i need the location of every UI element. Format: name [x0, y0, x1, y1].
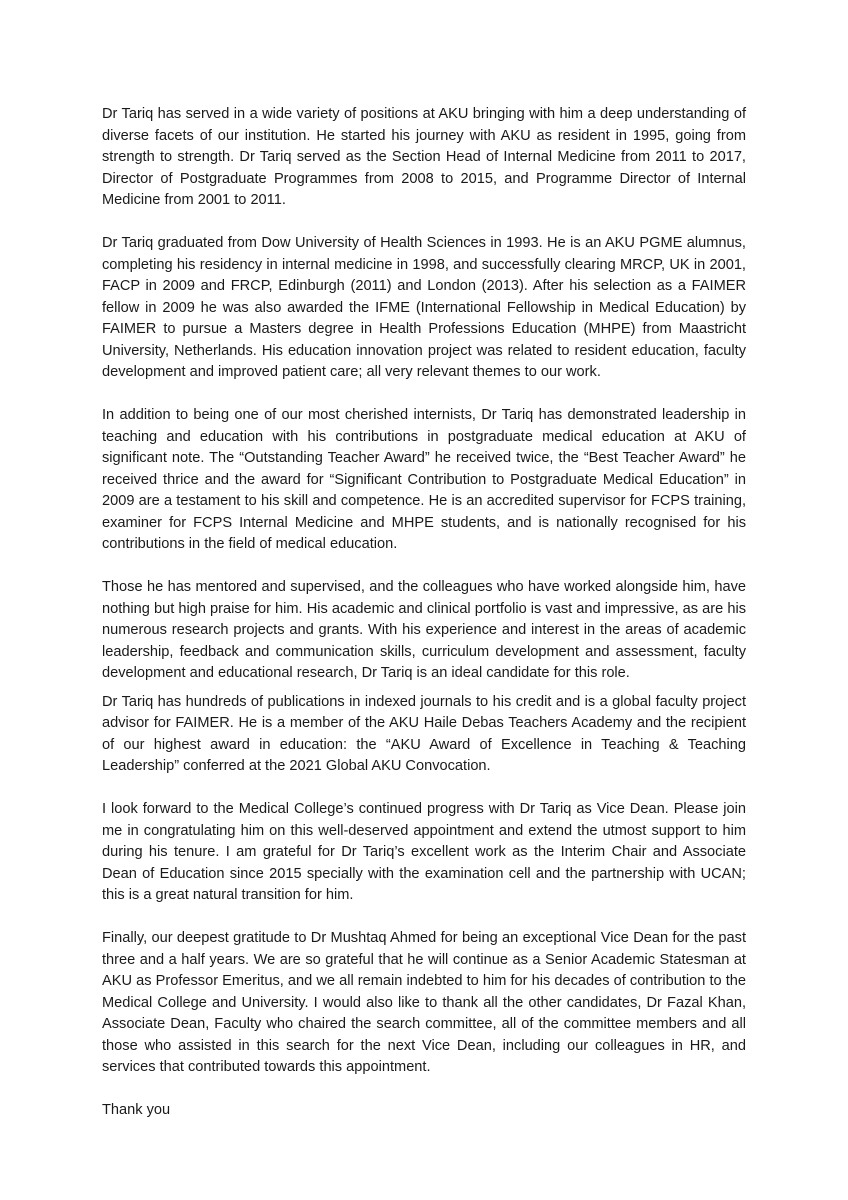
paragraph-appointment: I look forward to the Medical College’s continued progress with Dr Tariq as Vice Dean. Please join me in congratulating him on this well-deserved appointment and extend the utmost support to him during his tenure. I am grateful for Dr Tariq’s excellent work as the Interim Chair and Associate Dean of Education since 2015 specially with the examination cell and the partnership with UCAN; this is a great natural transition for him. — [102, 801, 746, 903]
paragraph-mentorship: Those he has mentored and supervised, and the colleagues who have worked alongside him, have nothing but high praise for him. His academic and clinical portfolio is vast and impressive, as are his numerous research projects and grants. With his experience and interest in the areas of academic leadership, feedback and communication skills, curriculum development and assessment, faculty development and educational research, Dr Tariq is an ideal candidate for this role. — [102, 579, 746, 681]
closing-line: Thank you — [102, 1102, 171, 1118]
paragraph-gratitude: Finally, our deepest gratitude to Dr Mushtaq Ahmed for being an exceptional Vice Dean for the past three and a half years. We are so grateful that he will continue as a Senior Academic Statesman at AKU as Professor Emeritus, and we all remain indebted to him for his decades of contribution to the Medical College and University. I would also like to thank all the other candidates, Dr Fazal Khan, Associate Dean, Faculty who chaired the search committee, all of the committee members and all those who assisted in this search for the next Vice Dean, including our colleagues in HR, and services that contributed towards this appointment. — [102, 930, 746, 1075]
document-page — [102, 104, 746, 1122]
paragraph-teaching-leadership: In addition to being one of our most cherished internists, Dr Tariq has demonstrated leadership in teaching and education with his contributions in postgraduate medical education at AKU of significant note. The “Outstanding Teacher Award” he received twice, the “Best Teacher Award” he received thrice and the award for “Significant Contribution to Postgraduate Medical Education” in 2009 are a testament to his skill and competence. He is an accredited supervisor for FCPS training, examiner for FCPS Internal Medicine and MHPE students, and is nationally recognised for his contributions in the field of medical education. — [102, 407, 746, 552]
paragraph-publications: Dr Tariq has hundreds of publications in indexed journals to his credit and is a global faculty project advisor for FAIMER. He is a member of the AKU Haile Debas Teachers Academy and the recipient of our highest award in education: the “AKU Award of Excellence in Teaching & Teaching Leadership” conferred at the 2021 Global AKU Convocation. — [102, 693, 746, 774]
paragraph-education: Dr Tariq graduated from Dow University of Health Sciences in 1993. He is an AKU PGME alumnus, completing his residency in internal medicine in 1998, and successfully clearing MRCP, UK in 2001, FACP in 2009 and FRCP, Edinburgh (2011) and London (2013). After his selection as a FAIMER fellow in 2009 he was also awarded the IFME (International Fellowship in Medical Education) by FAIMER to pursue a Masters degree in Health Professions Education (MHPE) from Maastricht University, Netherlands. His education innovation project was related to resident education, faculty development and improved patient care; all very relevant themes to our work. — [102, 235, 746, 380]
paragraph-career-history: Dr Tariq has served in a wide variety of positions at AKU bringing with him a deep understanding of diverse facets of our institution. He started his journey with AKU as resident in 1995, going from strength to strength. Dr Tariq served as the Section Head of Internal Medicine from 2011 to 2017, Director of Postgraduate Programmes from 2008 to 2015, and Programme Director of Internal Medicine from 2001 to 2011. — [102, 106, 746, 208]
